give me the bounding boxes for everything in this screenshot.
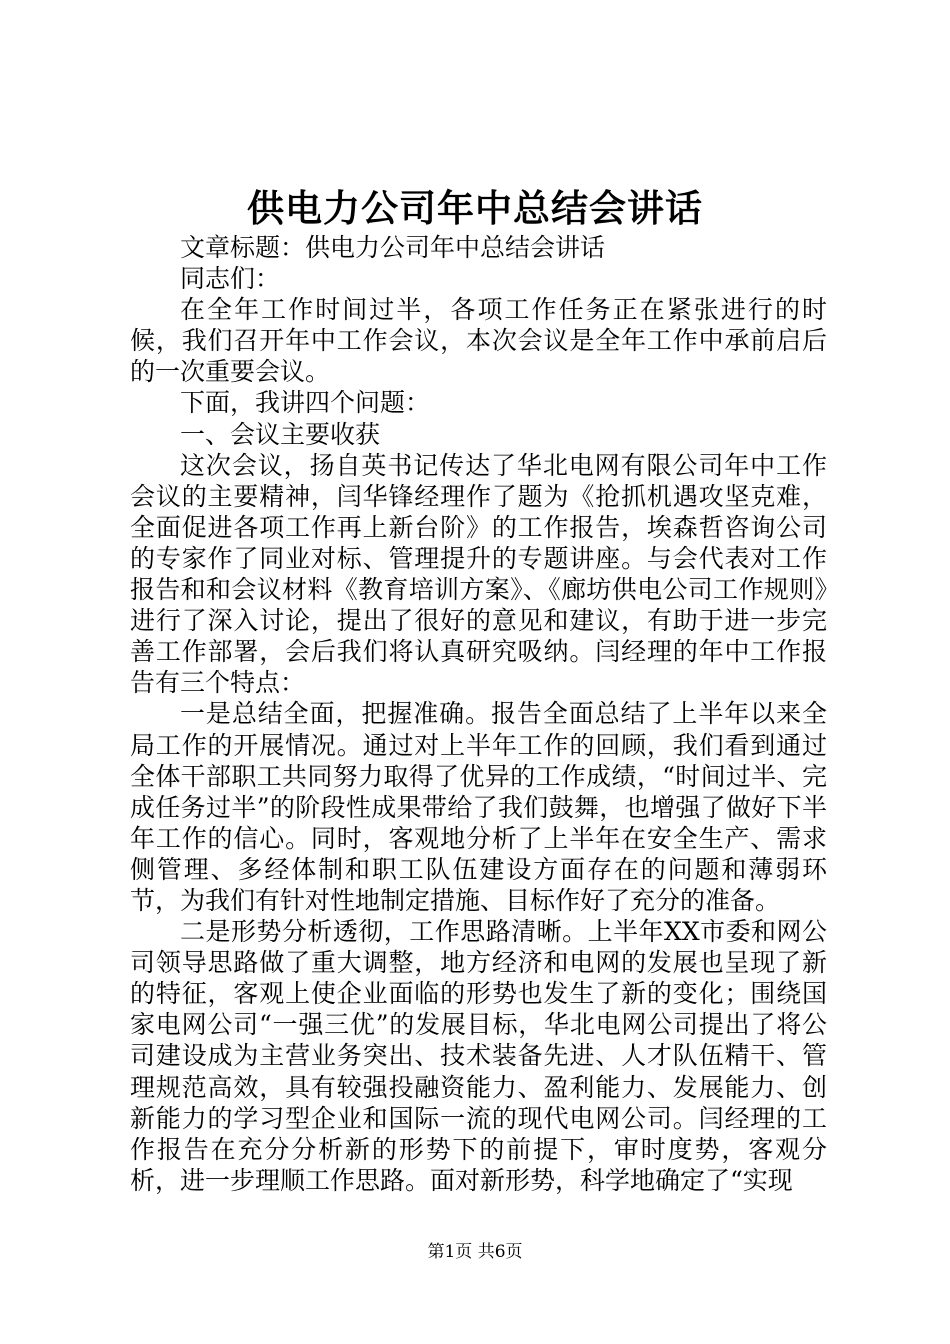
- document-body: [130, 232, 827, 1196]
- salutation: 同志们：: [180, 264, 281, 294]
- paragraph-intro: 在全年工作时间过半，各项工作任务正在紧张进行的时候，我们召开年中工作会议，本次会议是全年工作中承前启后的一次重要会议。: [130, 295, 827, 387]
- document-title: 供电力公司年中总结会讲话: [247, 186, 703, 230]
- paragraph-topics: 下面，我讲四个问题：: [180, 388, 431, 418]
- page-footer: 第1页 共6页: [427, 1242, 523, 1262]
- paragraph-feature-2: 二是形势分析透彻，工作思路清晰。上半年XX市委和网公司领导思路做了重大调整，地方经济和电网的发展也呈现了新的特征，客观上使企业面临的形势也发生了新的变化；围绕国家电网公司“一强三优”的发展目标，华北电网公司提出了将公司建设成为主营业务突出、技术装备先进、人才队伍精干、管理规范高效，具有较强投融资能力、盈利能力、发展能力、创新能力的学习型企业和国际一流的现代电网公司。闫经理的工作报告在充分分析新的形势下的前提下，审时度势，客观分析，进一步理顺工作思路。面对新形势，科学地确定了“实现: [130, 917, 827, 1195]
- paragraph-meeting: 这次会议，扬自英书记传达了华北电网有限公司年中工作会议的主要精神，闫华锋经理作了题为《抢抓机遇攻坚克难，全面促进各项工作再上新台阶》的工作报告，埃森哲咨询公司的专家作了同业对标、管理提升的专题讲座。与会代表对工作报告和和会议材料《教育培训方案》、《廊坊供电公司工作规则》进行了深入讨论，提出了很好的意见和建议，有助于进一步完善工作部署，会后我们将认真研究吸纳。闫经理的年中工作报告有三个特点：: [130, 450, 827, 698]
- section-heading-1: 一、会议主要收获: [180, 419, 381, 449]
- article-title-line: 文章标题：供电力公司年中总结会讲话: [180, 233, 606, 262]
- paragraph-feature-1: 一是总结全面，把握准确。报告全面总结了上半年以来全局工作的开展情况。通过对上半年工作的回顾，我们看到通过全体干部职工共同努力取得了优异的工作成绩，“时间过半、完成任务过半”的阶段性成果带给了我们鼓舞，也增强了做好下半年工作的信心。同时，客观地分析了上半年在安全生产、需求侧管理、多经体制和职工队伍建设方面存在的问题和薄弱环节，为我们有针对性地制定措施、目标作好了充分的准备。: [130, 699, 827, 915]
